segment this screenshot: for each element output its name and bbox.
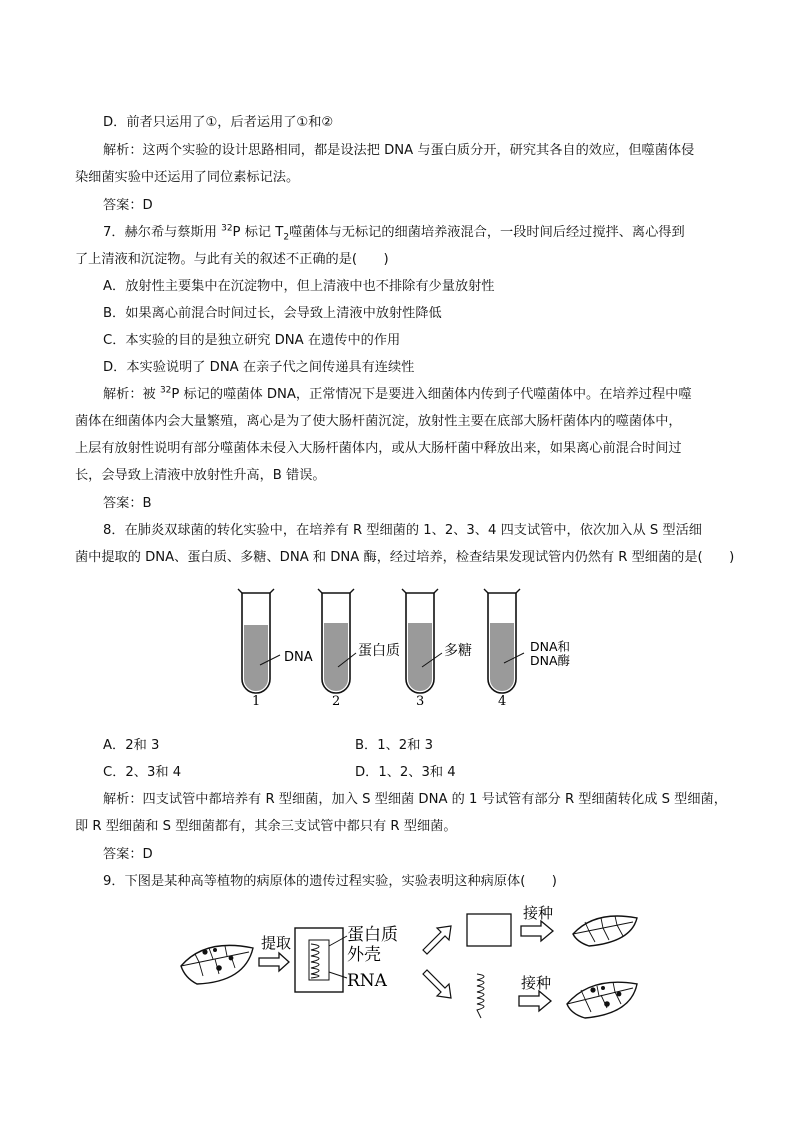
q6-answer: 答案：D	[103, 198, 153, 213]
q8-answer: 答案：D	[103, 847, 153, 862]
q8-option-d: D．1、2、3和 4	[355, 765, 456, 780]
q7-stem-line-1: 7．赫尔希与蔡斯用 $^{32}$P 标记 $T_2$噬菌体与无标记的细菌培养液混合，一段时间后经过搅拌、离心得到	[103, 223, 685, 243]
tube-2-label: 蛋白质	[358, 643, 400, 659]
inoculate-arrow-top-icon	[521, 921, 553, 941]
protein-coat-label-line-1: 蛋白质	[347, 925, 398, 945]
tube-4-label-line-1: DNA和	[530, 639, 570, 654]
q8-option-a: A．2和 3	[103, 738, 160, 753]
virus-box	[295, 928, 343, 992]
extract-arrow-icon	[259, 953, 289, 971]
inoculate-label-top: 接种	[523, 904, 554, 922]
q8-option-c: C．2、3和 4	[103, 765, 182, 780]
q7-analysis-line-4: 长，会导致上清液中放射性升高，B 错误。	[75, 468, 326, 483]
tube-4-label-line-2: DNA酶	[530, 653, 570, 668]
q8-analysis-line-1: 解析：四支试管中都培养有 R 型细菌，加入 S 型细菌 DNA 的 1 号试管有部分 R 型细菌转化成 S 型细菌，	[103, 792, 727, 807]
q7-option-b: B．如果离心前混合时间过长，会导致上清液中放射性降低	[103, 306, 442, 321]
infected-leaf-result-icon	[567, 982, 637, 1018]
tube-4-number: 4	[498, 694, 507, 709]
rna-coil-icon	[477, 974, 484, 1018]
q7-analysis-line-2: 菌体在细菌体内会大量繁殖，离心是为了使大肠杆菌沉淀，放射性主要在底部大肠杆菌体内的噬菌体中，	[75, 414, 682, 429]
q7-option-d: D．本实验说明了 DNA 在亲子代之间传递具有连续性	[103, 360, 415, 375]
q7-option-a: A．放射性主要集中在沉淀物中，但上清液中也不排除有少量放射性	[103, 279, 495, 294]
q6-analysis-line-1: 解析：这两个实验的设计思路相同，都是设法把 DNA 与蛋白质分开，研究其各自的效应，但噬菌体侵	[103, 143, 695, 158]
protein-coat-box	[467, 914, 511, 946]
tube-2-number: 2	[332, 694, 341, 709]
q8-option-b: B．1、2和 3	[355, 738, 433, 753]
q7-answer: 答案：B	[103, 496, 152, 511]
q7-option-c: C．本实验的目的是独立研究 DNA 在遗传中的作用	[103, 333, 401, 348]
tube-1-number: 1	[252, 694, 261, 709]
test-tube-4	[484, 589, 524, 693]
infected-leaf-icon	[181, 945, 253, 984]
test-tube-3	[402, 589, 442, 693]
rna-label: RNA	[347, 971, 387, 991]
q7-stem-line-2: 了上清液和沉淀物。与此有关的叙述不正确的是( )	[75, 252, 389, 267]
arrow-down-right-icon	[423, 970, 451, 998]
protein-coat-label-line-2: 外壳	[347, 945, 381, 965]
q8-analysis-line-2: 即 R 型细菌和 S 型细菌都有，其余三支试管中都只有 R 型细菌。	[75, 819, 457, 834]
pathogen-experiment-figure	[175, 898, 645, 1028]
q7-analysis-line-3: 上层有放射性说明有部分噬菌体未侵入大肠杆菌体内，或从大肠杆菌中释放出来，如果离心前混合时间过	[75, 441, 682, 456]
inoculate-label-bottom: 接种	[521, 974, 552, 992]
test-tube-2	[318, 589, 356, 693]
arrow-up-right-icon	[423, 926, 451, 954]
tube-1-label: DNA	[284, 650, 313, 665]
tube-3-label: 多糖	[444, 643, 472, 659]
q6-analysis-line-2: 染细菌实验中还运用了同位素标记法。	[75, 170, 300, 185]
test-tube-1	[238, 589, 280, 693]
q6-option-d: D．前者只运用了①，后者运用了①和②	[103, 115, 334, 130]
test-tubes-figure	[230, 585, 570, 715]
q7-analysis-line-1: 解析：被 $^{32}$P 标记的噬菌体 DNA，正常情况下是要进入细菌体内传到子代噬菌体中。在培养过程中噬	[103, 385, 692, 402]
tube-3-number: 3	[416, 694, 425, 709]
q8-stem-line-2: 菌中提取的 DNA、蛋白质、多糖、DNA 和 DNA 酶，经过培养，检查结果发现试管内仍然有 R 型细菌的是( )	[75, 550, 735, 565]
q9-stem: 9．下图是某种高等植物的病原体的遗传过程实验，实验表明这种病原体( )	[103, 874, 557, 889]
q8-stem-line-1: 8．在肺炎双球菌的转化实验中，在培养有 R 型细菌的 1、2、3、4 四支试管中，依次加入从 S 型活细	[103, 523, 702, 538]
extract-label: 提取	[261, 934, 292, 952]
inoculate-arrow-bottom-icon	[519, 991, 551, 1011]
healthy-leaf-icon	[573, 916, 637, 946]
